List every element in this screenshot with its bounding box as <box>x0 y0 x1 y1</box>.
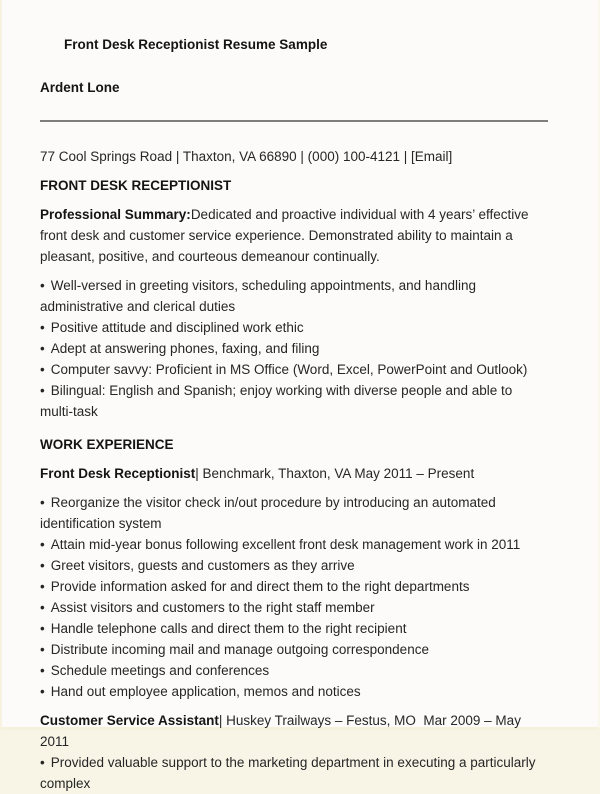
job-title-line <box>40 463 548 484</box>
duty-text: Hand out employee application, memos and notices <box>50 684 361 699</box>
professional-summary <box>40 204 548 267</box>
duty-item <box>40 681 548 702</box>
bullet-icon: • <box>40 495 45 510</box>
duty-text: Reorganize the visitor check in/out procedure by introducing an automated identification system <box>40 495 496 531</box>
duty-text: Distribute incoming mail and manage outgoing correspondence <box>50 642 429 657</box>
divider-rule <box>40 120 548 122</box>
job-title-line <box>40 710 548 752</box>
duty-item <box>40 576 548 597</box>
bullet-icon: • <box>40 558 45 573</box>
job-title: Front Desk Receptionist <box>40 466 196 481</box>
skill-item <box>40 359 548 380</box>
job-details: Benchmark, Thaxton, VA May 2011 – Present <box>198 466 475 481</box>
bullet-icon: • <box>40 755 45 770</box>
bullet-icon: • <box>40 537 45 552</box>
bullet-icon: • <box>40 278 45 293</box>
duty-item <box>40 660 548 681</box>
duty-item <box>40 534 548 555</box>
bullet-icon: • <box>40 383 45 398</box>
duty-item <box>40 555 548 576</box>
skill-text: Adept at answering phones, faxing, and filing <box>50 341 320 356</box>
bullet-icon: • <box>40 579 45 594</box>
skill-text: Positive attitude and disciplined work ethic <box>50 320 304 335</box>
duty-text: Provide information asked for and direct them to the right departments <box>50 579 470 594</box>
resume-headline: FRONT DESK RECEPTIONIST <box>40 178 232 193</box>
duty-text: Greet visitors, guests and customers as they arrive <box>50 558 355 573</box>
duty-text: Handle telephone calls and direct them to the right recipient <box>50 621 407 636</box>
bullet-icon: • <box>40 621 45 636</box>
duty-text: Provided valuable support to the marketing department in executing a particularly complex <box>40 755 536 791</box>
skill-item <box>40 317 548 338</box>
skill-item <box>40 338 548 359</box>
duty-item <box>40 597 548 618</box>
duty-text: Schedule meetings and conferences <box>50 663 270 678</box>
duty-item <box>40 618 548 639</box>
skills-list <box>40 275 548 422</box>
summary-label: Professional Summary: <box>40 207 191 222</box>
work-experience-heading: WORK EXPERIENCE <box>40 437 174 452</box>
skill-text: Well-versed in greeting visitors, scheduling appointments, and handling administrative and clerical duties <box>40 278 476 314</box>
bullet-icon: • <box>40 341 45 356</box>
bullet-icon: • <box>40 663 45 678</box>
duty-item <box>40 492 548 534</box>
bullet-icon: • <box>40 320 45 335</box>
bullet-icon: • <box>40 362 45 377</box>
skill-item <box>40 380 548 422</box>
job-duties-list <box>40 752 548 794</box>
skill-text: Computer savvy: Proficient in MS Office (Word, Excel, PowerPoint and Outlook) <box>50 362 528 377</box>
candidate-name: Ardent Lone <box>40 80 120 95</box>
bullet-icon: • <box>40 600 45 615</box>
skill-item <box>40 275 548 317</box>
job-details: Huskey Trailways – Festus, MO Mar 2009 – May 2011 <box>40 713 525 749</box>
skill-text: Bilingual: English and Spanish; enjoy working with diverse people and able to multi-task <box>40 383 513 419</box>
page-title: Front Desk Receptionist Resume Sample <box>64 37 328 52</box>
duty-item <box>40 752 548 794</box>
duty-text: Attain mid-year bonus following excellent front desk management work in 2011 <box>50 537 521 552</box>
job-title: Customer Service Assistant <box>40 713 219 728</box>
job-separator: | <box>218 713 223 728</box>
job-duties-list <box>40 492 548 702</box>
contact-line: 77 Cool Springs Road | Thaxton, VA 66890 | (000) 100-4121 | [Email] <box>40 149 453 164</box>
summary-text: Dedicated and proactive individual with 4 years’ effective front desk and customer service experience. Demonstrated ability to maintain a pleasant, positive, and courteous demeanour continually. <box>40 207 529 264</box>
job-separator: | <box>195 466 199 481</box>
duty-text: Assist visitors and customers to the right staff member <box>50 600 375 615</box>
bullet-icon: • <box>40 642 45 657</box>
bullet-icon: • <box>40 684 45 699</box>
duty-item <box>40 639 548 660</box>
